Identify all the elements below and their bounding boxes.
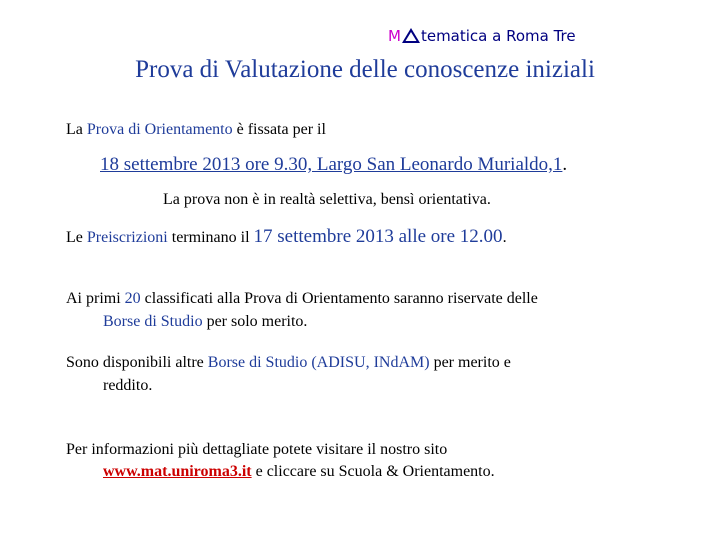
info-line1: Per informazioni più dettagliate potete visitare il nostro sito	[66, 441, 448, 458]
orientamento-after: è fissata per il	[232, 121, 326, 138]
orientamento-date-line	[100, 154, 567, 176]
preiscrizioni-after: terminano il	[167, 229, 254, 246]
orientamento-intro: La	[66, 121, 87, 138]
borse-merito-line2	[103, 313, 307, 331]
selettiva-note: La prova non è in realtà selettiva, bensì orientativa.	[163, 191, 491, 208]
borse-reddito-line2: reddito.	[103, 377, 153, 394]
borse-merito-text-c: per solo merito.	[202, 313, 308, 330]
orientamento-end: .	[562, 154, 568, 175]
triangle-icon	[401, 27, 421, 45]
site-link[interactable]: www.mat.uniroma3.it	[103, 463, 252, 480]
borse-reddito-line1	[66, 354, 511, 372]
borse-merito-line1	[66, 290, 538, 308]
orientamento-paragraph	[66, 121, 326, 139]
borse-reddito-text-a: Sono disponibili altre	[66, 354, 208, 371]
borse-merito-text-b: classificati alla Prova di Orientamento saranno riservate delle	[140, 290, 538, 307]
logo-text: tematica a Roma Tre	[420, 27, 576, 45]
info-text-b: e cliccare su Scuola & Orientamento.	[251, 463, 495, 480]
borse-reddito-text-b: per merito e	[429, 354, 511, 371]
preiscrizioni-end: .	[502, 229, 507, 246]
preiscrizioni-name: Preiscrizioni	[86, 229, 168, 246]
borse-merito-number: 20	[124, 290, 141, 307]
page-title: Prova di Valutazione delle conoscenze iniziali	[135, 56, 595, 83]
preiscrizioni-intro: Le	[66, 229, 87, 246]
orientamento-date-place: 18 settembre 2013 ore 9.30, Largo San Leonardo Murialdo,1	[100, 154, 563, 175]
borse-merito-text-a: Ai primi	[66, 290, 125, 307]
logo-letter-m: M	[388, 27, 401, 45]
borse-merito-borse: Borse di Studio	[103, 313, 203, 330]
orientamento-name: Prova di Orientamento	[86, 121, 233, 138]
preiscrizioni-paragraph	[66, 226, 507, 248]
info-line2	[103, 463, 495, 481]
borse-reddito-borse: Borse di Studio (ADISU, INdAM)	[207, 354, 430, 371]
preiscrizioni-deadline: 17 settembre 2013 alle ore 12.00	[253, 226, 503, 247]
site-logo	[388, 27, 576, 45]
